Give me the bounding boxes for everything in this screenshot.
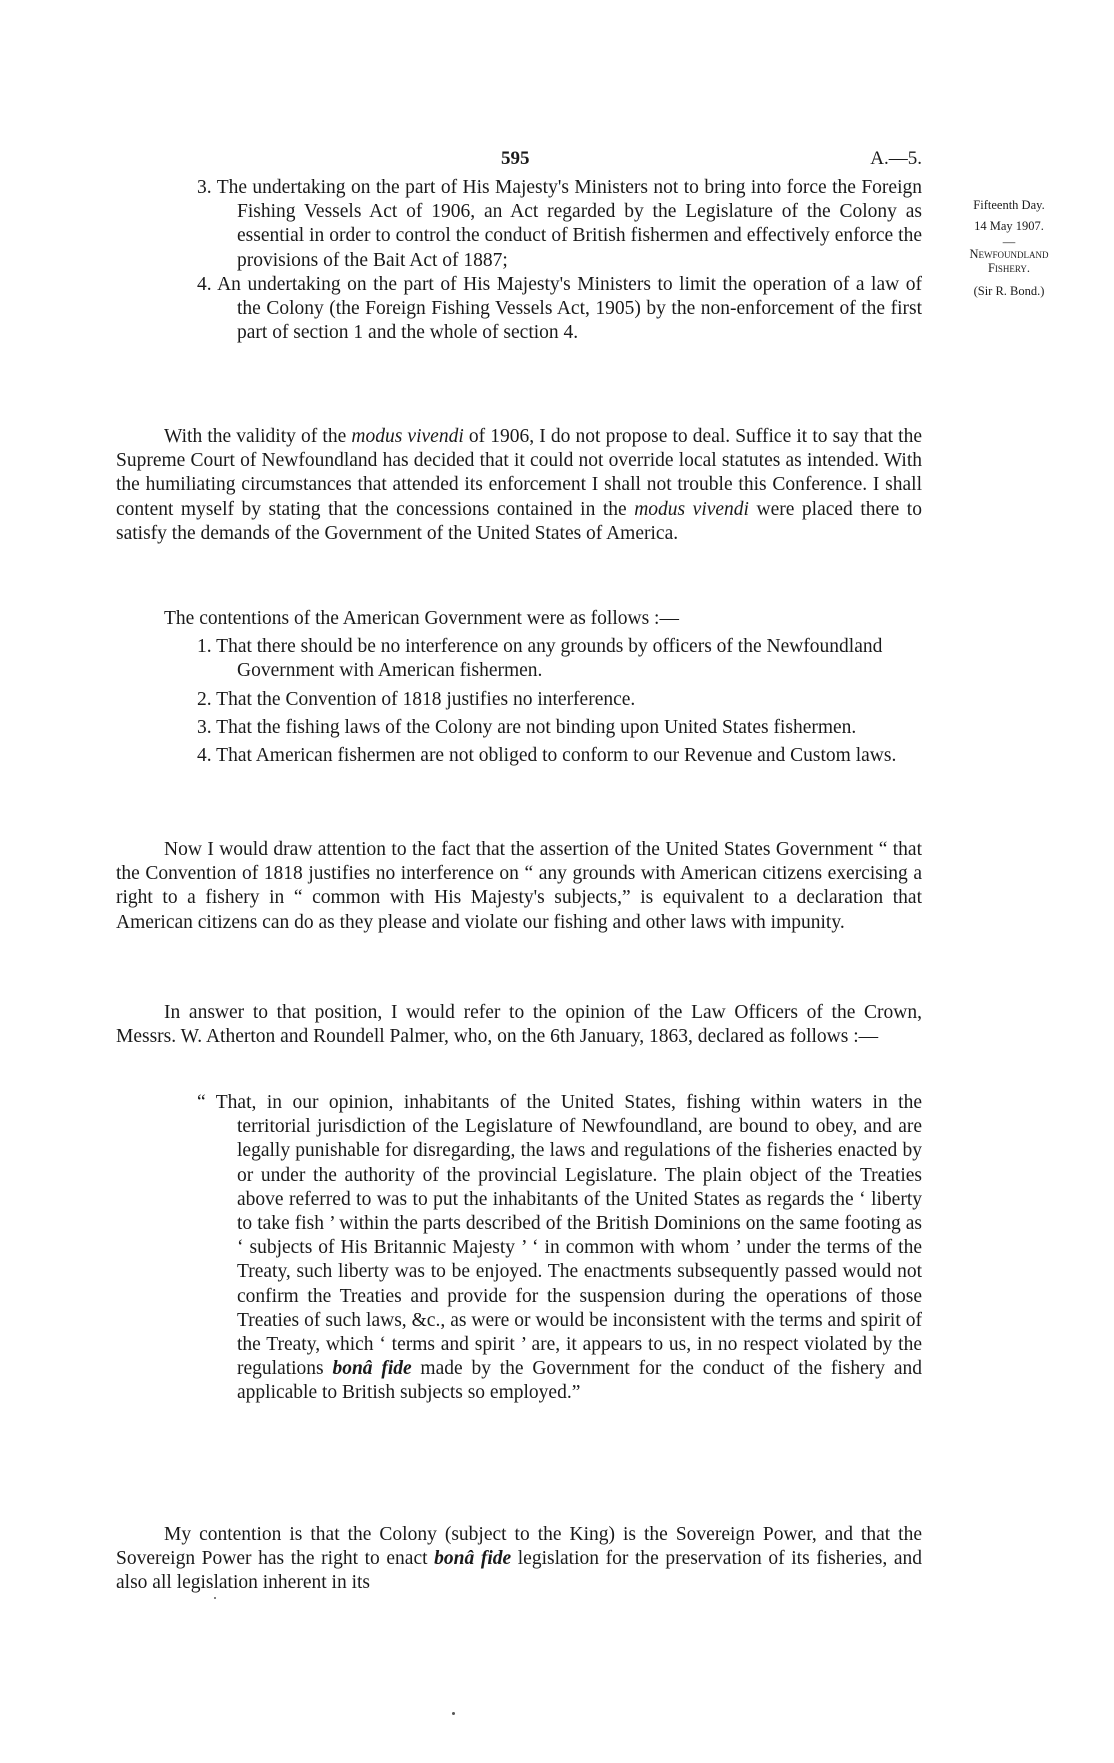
list-item	[116, 744, 922, 768]
margin-note-divider: —	[1002, 235, 1016, 249]
law-officers-quote	[116, 1091, 922, 1406]
list-item	[116, 688, 922, 712]
paragraph-text: In answer to that position, I would refer to the opinion of the Law Officers of the Crown, Messrs. W. Atherton and Roundell Palmer, who, on the 6th January, 1863, declared as follows :—	[116, 1002, 922, 1048]
list-item	[116, 635, 922, 683]
list-item	[116, 176, 922, 273]
paragraph-contention	[116, 1523, 922, 1596]
item-number: 3.	[197, 177, 212, 198]
bona-fide-term: bonâ fide	[434, 1548, 512, 1570]
item-text: That American fishermen are not obliged to conform to our Revenue and Custom laws.	[216, 745, 897, 767]
item-text: An undertaking on the part of His Majesty's Ministers to limit the operation of a law of the Colony (the Foreign Fishing Vessels Act, 1905) by the non-enforcement of the first part of section 1 and the whole of section 4.	[217, 273, 922, 344]
contentions-intro: The contentions of the American Government were as follows :—	[164, 608, 679, 629]
page-number: 595	[501, 148, 530, 169]
margin-note-speaker: (Sir R. Bond.)	[973, 284, 1045, 298]
paragraph-now	[116, 838, 922, 935]
paragraph-text: of 1906, I do not propose to deal. Suffice it to say that the Supreme Court of Newfoundland has decided that it could not override local statutes as intended. With the humiliating circumstances that attended its enforcement I shall not trouble this Conference. I shall content myself by stating that the concessions contained in the	[116, 426, 922, 520]
margin-note-topic-line2: Fishery.	[987, 261, 1031, 275]
item-number: 3.	[197, 716, 212, 738]
paragraph-text: Now I would draw attention to the fact that the assertion of the United States Government “ that the Convention of 1818 justifies no interference on “ any grounds with American citizens exercising a right to a fishery in “ common with His Majesty's subjects,” is equivalent to a declaration that American citizens can do as they please and violate our fishing and other laws with impunity.	[116, 839, 922, 933]
list-item	[116, 273, 922, 346]
paragraph-text: My contention is that the Colony (subject to the King) is the Sovereign Power, and that the Sovereign Power has the right to enact	[116, 1524, 922, 1570]
quote-text: made by the Government for the conduct of the fishery and applicable to British subjects so employed.”	[237, 1358, 922, 1404]
paragraph-text: were placed there to satisfy the demands of the Government of the United States of America.	[116, 498, 922, 544]
paragraph-text: With the validity of the	[164, 426, 352, 447]
quote-text: “ That, in our opinion, inhabitants of the United States, fishing within waters in the territorial jurisdiction of the Legislature of Newfoundland, are bound to obey, and are legally punishable for disregarding, the laws and regulations of the fisheries enacted by or under the authority of the provincial Legislature. The plain object of the Treaties above referred to was to put the inhabitants of the United States as regards the ‘ liberty to take fish ’ within the parts described of the British Dominions on the same footing as ‘ subjects of His Britannic Majesty ’ ‘ in common with whom ’ under the terms of the Treaty, such liberty was to be enjoyed. The enactments subsequently passed would not confirm the Treaties and provide for the suspension during the operations of those Treaties of such laws, &c., as were or would be inconsistent with the terms and spirit of the Treaty, which ‘ terms and spirit ’ are, it appears to us, in no respect violated by the regulations	[197, 1092, 922, 1380]
item-number: 1.	[197, 636, 212, 658]
item-text: The undertaking on the part of His Majesty's Ministers not to bring into force the Foreign Fishing Vessels Act of 1906, an Act regarded by the Legislature of the Colony as essential in order to control the conduct of British fishermen and effectively enforce the provisions of the Bait Act of 1887;	[216, 177, 922, 271]
page-header	[116, 148, 922, 174]
item-number: 2.	[197, 688, 212, 710]
item-text: That there should be no interference on any grounds by officers of the Newfoundland Government with American fishermen.	[216, 636, 883, 682]
margin-notes	[948, 195, 1070, 302]
modus-vivendi-term: modus vivendi	[351, 426, 464, 447]
item-number: 4.	[197, 273, 212, 295]
paragraph-text: legislation for the preservation of its fisheries, and also all legislation inherent in its	[116, 1548, 922, 1594]
item-text: That the fishing laws of the Colony are not binding upon United States fishermen.	[216, 716, 857, 738]
contentions-section	[116, 607, 922, 772]
item-text: That the Convention of 1818 justifies no interference.	[216, 688, 636, 710]
scan-speck	[214, 1597, 216, 1599]
bona-fide-term: bonâ fide	[332, 1358, 412, 1380]
modus-vivendi-term: modus vivendi	[634, 498, 749, 520]
paragraph-validity	[116, 425, 922, 546]
margin-note-topic-line1: Newfoundland	[969, 247, 1049, 261]
list-item	[116, 716, 922, 740]
scan-speck	[452, 1712, 455, 1715]
paper-code: A.—5.	[870, 148, 922, 169]
undertakings-list	[116, 176, 922, 345]
item-number: 4.	[197, 745, 212, 767]
paragraph-answer	[116, 1001, 922, 1049]
margin-note-date: 14 May 1907.	[974, 219, 1044, 233]
margin-note-day: Fifteenth Day.	[973, 198, 1045, 212]
